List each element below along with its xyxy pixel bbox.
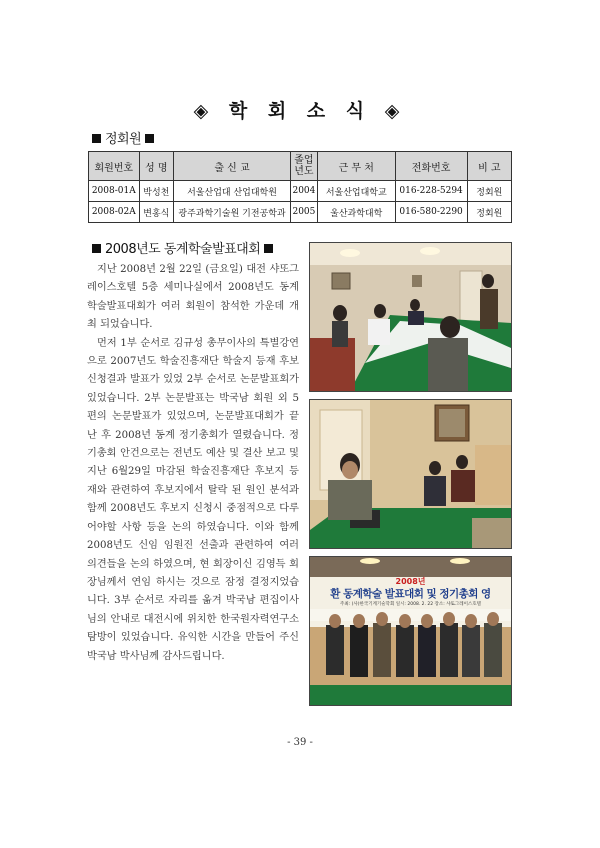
section-heading-conference [88,238,277,257]
table-row [89,202,512,223]
table-row [89,181,512,202]
photo-seminar-room [309,242,512,392]
table-cell: 정회원 [467,202,511,223]
article-paragraph: 지난 2008년 2월 22일 (금요일) 대전 샤또그레이스호텔 5층 세미나실에서 2008년도 동계학술발표대회가 여러 회원이 참석한 가운데 개최 되었습니다. [87,264,299,331]
photo-presentation [309,399,512,549]
table-cell: 2008-02A [89,202,140,223]
table-cell: 2008-01A [89,181,140,202]
column-header: 회원번호 [89,152,140,181]
table-header-row [89,152,512,181]
table-cell: 박성천 [139,181,174,202]
square-bullet-icon [145,134,154,143]
section-heading-conference-label: 2008년도 동계학술발표대회 [105,242,261,257]
photo-group-banner [309,556,512,706]
event-banner [310,577,511,609]
square-bullet-icon [264,244,273,253]
section-heading-members-label: 정회원 [105,132,142,147]
article-body [87,261,299,666]
page-number: - 39 - [287,737,313,748]
square-bullet-icon [92,134,101,143]
column-header: 근 무 처 [317,152,395,181]
table-cell: 2005 [290,202,317,223]
table-cell: 정회원 [467,181,511,202]
member-table [88,151,512,223]
table-cell: 2004 [290,181,317,202]
section-heading-members [88,128,158,147]
column-header: 출 신 교 [174,152,291,181]
table-cell: 016-580-2290 [395,202,467,223]
table-cell: 울산과학대학 [317,202,395,223]
banner-year: 2008년 [395,577,426,586]
column-header: 성 명 [139,152,174,181]
column-header: 비 고 [467,152,511,181]
page-title: ◈ 학 회 소 식 ◈ [193,100,407,122]
table-cell: 변홍식 [139,202,174,223]
table-cell: 서울산업대 산업대학원 [174,181,291,202]
column-header: 전화번호 [395,152,467,181]
square-bullet-icon [92,244,101,253]
banner-title: 환 동계학술 발표대회 및 정기총회 영 [330,588,491,600]
table-cell: 서울산업대학교 [317,181,395,202]
table-cell: 016-228-5294 [395,181,467,202]
column-header: 졸업 년도 [290,152,317,181]
banner-subtitle: 주최: (사)한국기계기술학회 일시: 2008. 2. 22 장소: 샤또그레이스호텔 [340,602,481,607]
table-cell: 광주과학기술원 기전공학과 [174,202,291,223]
article-paragraph: 먼저 1부 순서로 김규성 총무이사의 특별강연으로 2007년도 학술진흥재단 학술지 등재 후보 신청결과 발표가 있었 2부 순서로 논문발표회가 있었습니다. 2부 논문발표는 박국남 회원 외 5편의 논문발표가 있었으며, 논문발표대회가 끝난 후 2008년 동계 정기총회가 열렸습니다. 정기총회 안건으로는 전년도 예산 및 결산 보고 및 지난 6월29일 마감된 학술진흥재단 후보지 등재와 관련하여 후보지에서 탈락 된 원인 분석과 함께 2008년도 후보지 신청시 중점적으로 다루어야할 사항 등을 논의 하였습니다. 이와 함께 2008년도 신임 임원진 선출과 관련하여 여러 의견들을 논의 하였으며, 현 회장이신 김영득 회장님께서 연임 하시는 것으로 잠정 결정지었습니다. 3부 순서로 자리를 옮겨 박국남 편집이사님의 안내로 대전시에 위치한 한국원자력연구소 탐방이 있었습니다. 유익한 시간을 만들어 주신 박국남 박사님께 감사드립니다. [87,337,299,662]
